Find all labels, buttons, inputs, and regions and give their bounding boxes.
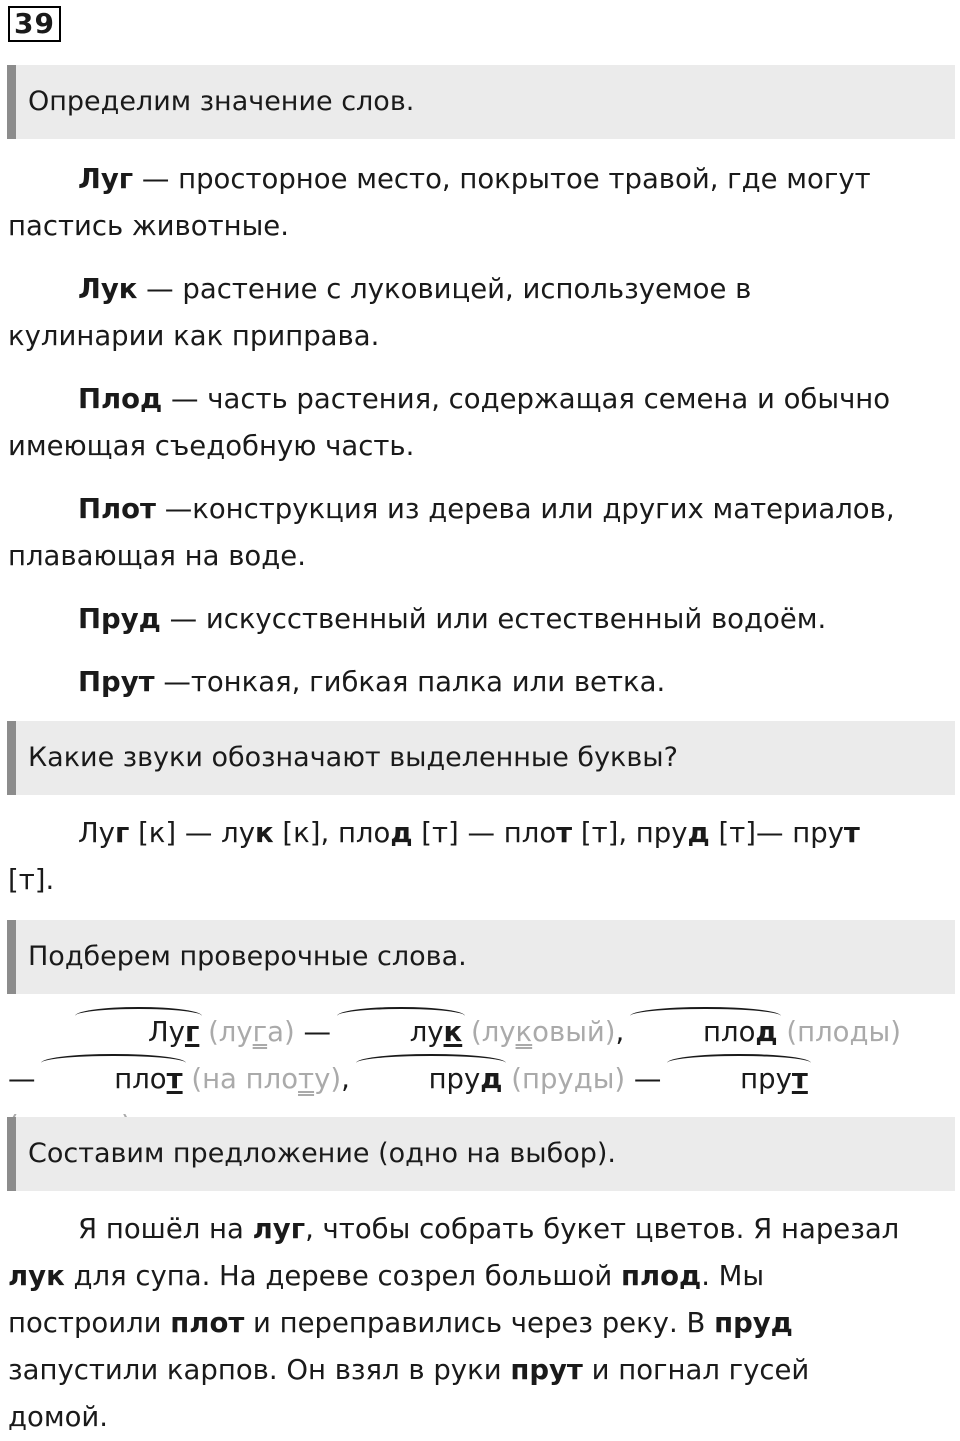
sound-text: [т]— пру [709,817,844,849]
highlighted-letter: д [390,817,413,849]
sentence-text: и переправились через реку. В [244,1307,715,1339]
check-letter: д [849,1016,869,1048]
separator: — [294,1016,340,1048]
sentence-text: . Мы построили [8,1260,765,1339]
highlighted-word: плот [170,1307,245,1339]
sound-text: [т] — пло [412,817,557,849]
word-stem: лу [409,1016,444,1048]
word-stem: Лу [78,817,115,849]
word-stem: пло [114,1063,167,1095]
definition-item [8,376,908,470]
check-word: (лу [462,1016,516,1048]
definition-text: — растение с луковицей, используемое в кулинарии как приправа. [8,273,752,352]
highlighted-word: лук [8,1260,65,1292]
definition-term: Плод [78,383,163,415]
word-stem: пло [703,1016,756,1048]
definition-item [8,596,908,643]
highlighted-letter: т [843,817,860,849]
sound-text: [к], пло [273,817,391,849]
section-heading-sentences: Составим предложение (одно на выбор). [7,1117,955,1191]
definition-item [8,266,908,360]
definition-term: Пруд [78,603,161,635]
highlighted-letter: т [556,817,573,849]
stem-arc-word [44,1056,182,1103]
check-word: (лу [199,1016,253,1048]
highlighted-word: плод [620,1260,702,1292]
stem-arc-word [359,1056,503,1103]
sentence-text: для супа. На дереве созрел большой [64,1260,621,1292]
definition-item [8,659,908,706]
task-number: 39 [8,6,61,42]
stem-arc-word [633,1009,778,1056]
section-heading-sounds: Какие звуки обозначают выделенные буквы? [7,721,955,795]
definition-term: Луг [78,163,134,195]
check-word: а) [267,1016,295,1048]
sentence-text: Я пошёл на [78,1213,253,1245]
check-letter: к [515,1016,533,1048]
check-letter: т [298,1063,315,1095]
word-stem: пру [740,1063,792,1095]
highlighted-word: прут [510,1354,583,1386]
underlined-letter: т [791,1063,808,1095]
definition-text: —конструкция из дерева или других материалов, плавающая на воде. [8,493,895,572]
highlighted-letter: к [254,817,274,849]
underlined-letter: г [184,1016,200,1048]
definition-item [8,486,908,580]
underlined-letter: д [480,1063,503,1095]
definition-text: —тонкая, гибкая палка или ветка. [154,666,666,698]
check-word: ы) [868,1016,901,1048]
stem-arc-word [78,1009,199,1056]
sound-text: [т]. [8,864,55,896]
separator: — [8,1063,45,1095]
definition-item [8,156,908,250]
highlighted-word: пруд [714,1307,793,1339]
sentence-text: , чтобы собрать букет цветов. Я нарезал [305,1213,900,1245]
definitions-block [8,156,908,706]
underlined-letter: к [443,1016,463,1048]
separator: , [341,1063,359,1095]
underlined-letter: д [755,1016,778,1048]
sound-text: [к] — лу [129,817,255,849]
highlighted-letter: г [114,817,130,849]
sentences-paragraph [8,1206,908,1441]
separator: — [625,1063,671,1095]
section-heading-checks: Подберем проверочные слова. [7,920,955,994]
definition-text: — часть растения, содержащая семена и обычно имеющая съедобную часть. [8,383,891,462]
sounds-line [8,810,908,904]
word-stem: Лу [148,1016,185,1048]
section-heading-meanings: Определим значение слов. [7,65,955,139]
check-word: (пру [502,1063,574,1095]
definition-term: Плот [78,493,156,525]
check-letter: д [573,1063,593,1095]
sentence-text: запустили карпов. Он взял в руки [8,1354,511,1386]
stem-arc-word [670,1056,808,1103]
highlighted-letter: д [687,817,710,849]
definition-term: Прут [78,666,155,698]
underlined-letter: т [166,1063,183,1095]
check-word: ы) [592,1063,626,1095]
check-word: (пло [777,1016,850,1048]
sentence-text: и погнал гусей домой. [8,1354,810,1433]
definition-text: — искусственный или естественный водоём. [160,603,827,635]
check-letter: г [252,1016,268,1048]
check-word: (на пло [182,1063,299,1095]
word-stem: пру [428,1063,481,1095]
highlighted-word: луг [252,1213,306,1245]
definition-text: — просторное место, покрытое травой, где могут пастись животные. [8,163,871,242]
sentences-text [8,1206,908,1441]
definition-term: Лук [78,273,138,305]
sound-text: [т], пру [572,817,688,849]
check-word: овый) [532,1016,616,1048]
check-word: у) [314,1063,342,1095]
stem-arc-word [340,1009,463,1056]
sounds-paragraph [8,810,908,904]
separator: , [615,1016,634,1048]
